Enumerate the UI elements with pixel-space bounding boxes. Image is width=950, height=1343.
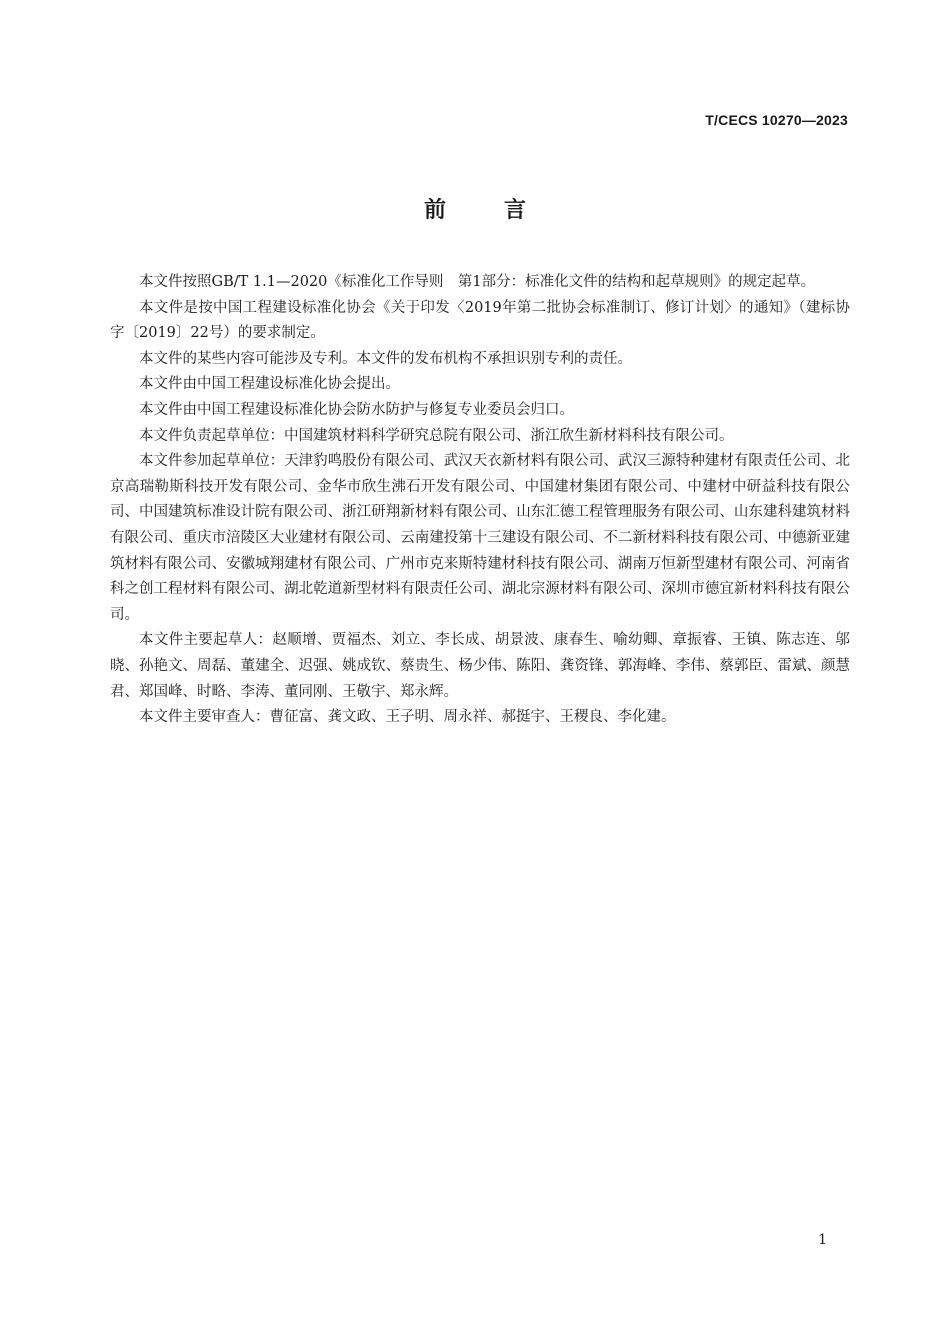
page-number: 1 <box>818 1232 827 1248</box>
paragraph-participating-units: 本文件参加起草单位：天津豹鸣股份有限公司、武汉天衣新材料有限公司、武汉三源特种建材有限责任公司、北京高瑞勒斯科技开发有限公司、金华市欣生沸石开发有限公司、中国建材集团有限公司、中建材中研益科技有限公司、中国建筑标准设计院有限公司、浙江研翔新材料有限公司、山东汇德工程管理服务有限公司、山东建科建筑材料有限公司、重庆市涪陵区大业建材有限公司、云南建投第十三建设有限公司、不二新材料科技有限公司、中德新亚建筑材料有限公司、安徽城翔建材有限公司、广州市克来斯特建材科技有限公司、湖南万恒新型建材有限公司、河南省科之创工程材料有限公司、湖北乾道新型材料有限责任公司、湖北宗源材料有限公司、深圳市德宜新材料科技有限公司。 <box>110 453 850 623</box>
paragraph-main-reviewers: 本文件主要审查人：曹征富、龚文政、王子明、周永祥、郝挺宇、王稷良、李化建。 <box>139 709 676 726</box>
paragraph-lead-drafting-units: 本文件负责起草单位：中国建筑材料科学研究总院有限公司、浙江欣生新材料科技有限公司。 <box>139 427 734 444</box>
paragraph-formulation-basis: 本文件是按中国工程建设标准化协会《关于印发〈2019年第二批协会标准制订、修订计划〉的通知》（建标协字〔2019〕22号）的要求制定。 <box>110 299 850 342</box>
document-body <box>110 270 850 731</box>
paragraph-drafting-rules: 本文件按照GB/T 1.1—2020《标准化工作导则 第1部分：标准化文件的结构和起草规则》的规定起草。 <box>139 274 816 290</box>
paragraph-main-drafters: 本文件主要起草人：赵顺增、贾福杰、刘立、李长成、胡景波、康春生、喻幼卿、章振睿、王镇、陈志连、邬晓、孙艳文、周磊、董建全、迟强、姚成钦、蔡贵生、杨少伟、陈阳、龚资锋、郭海峰、李伟、蔡郭臣、雷斌、颜慧君、郑国峰、时略、李涛、董同刚、王敬宇、郑永辉。 <box>110 632 850 700</box>
standard-code: T/CECS 10270—2023 <box>705 112 848 128</box>
paragraph-technical-committee: 本文件由中国工程建设标准化协会防水防护与修复专业委员会归口。 <box>139 401 574 418</box>
paragraph-proposer: 本文件由中国工程建设标准化协会提出。 <box>139 376 400 393</box>
page-title: 前言 <box>423 198 584 223</box>
paragraph-patent-notice: 本文件的某些内容可能涉及专利。本文件的发布机构不承担识别专利的责任。 <box>139 350 632 367</box>
